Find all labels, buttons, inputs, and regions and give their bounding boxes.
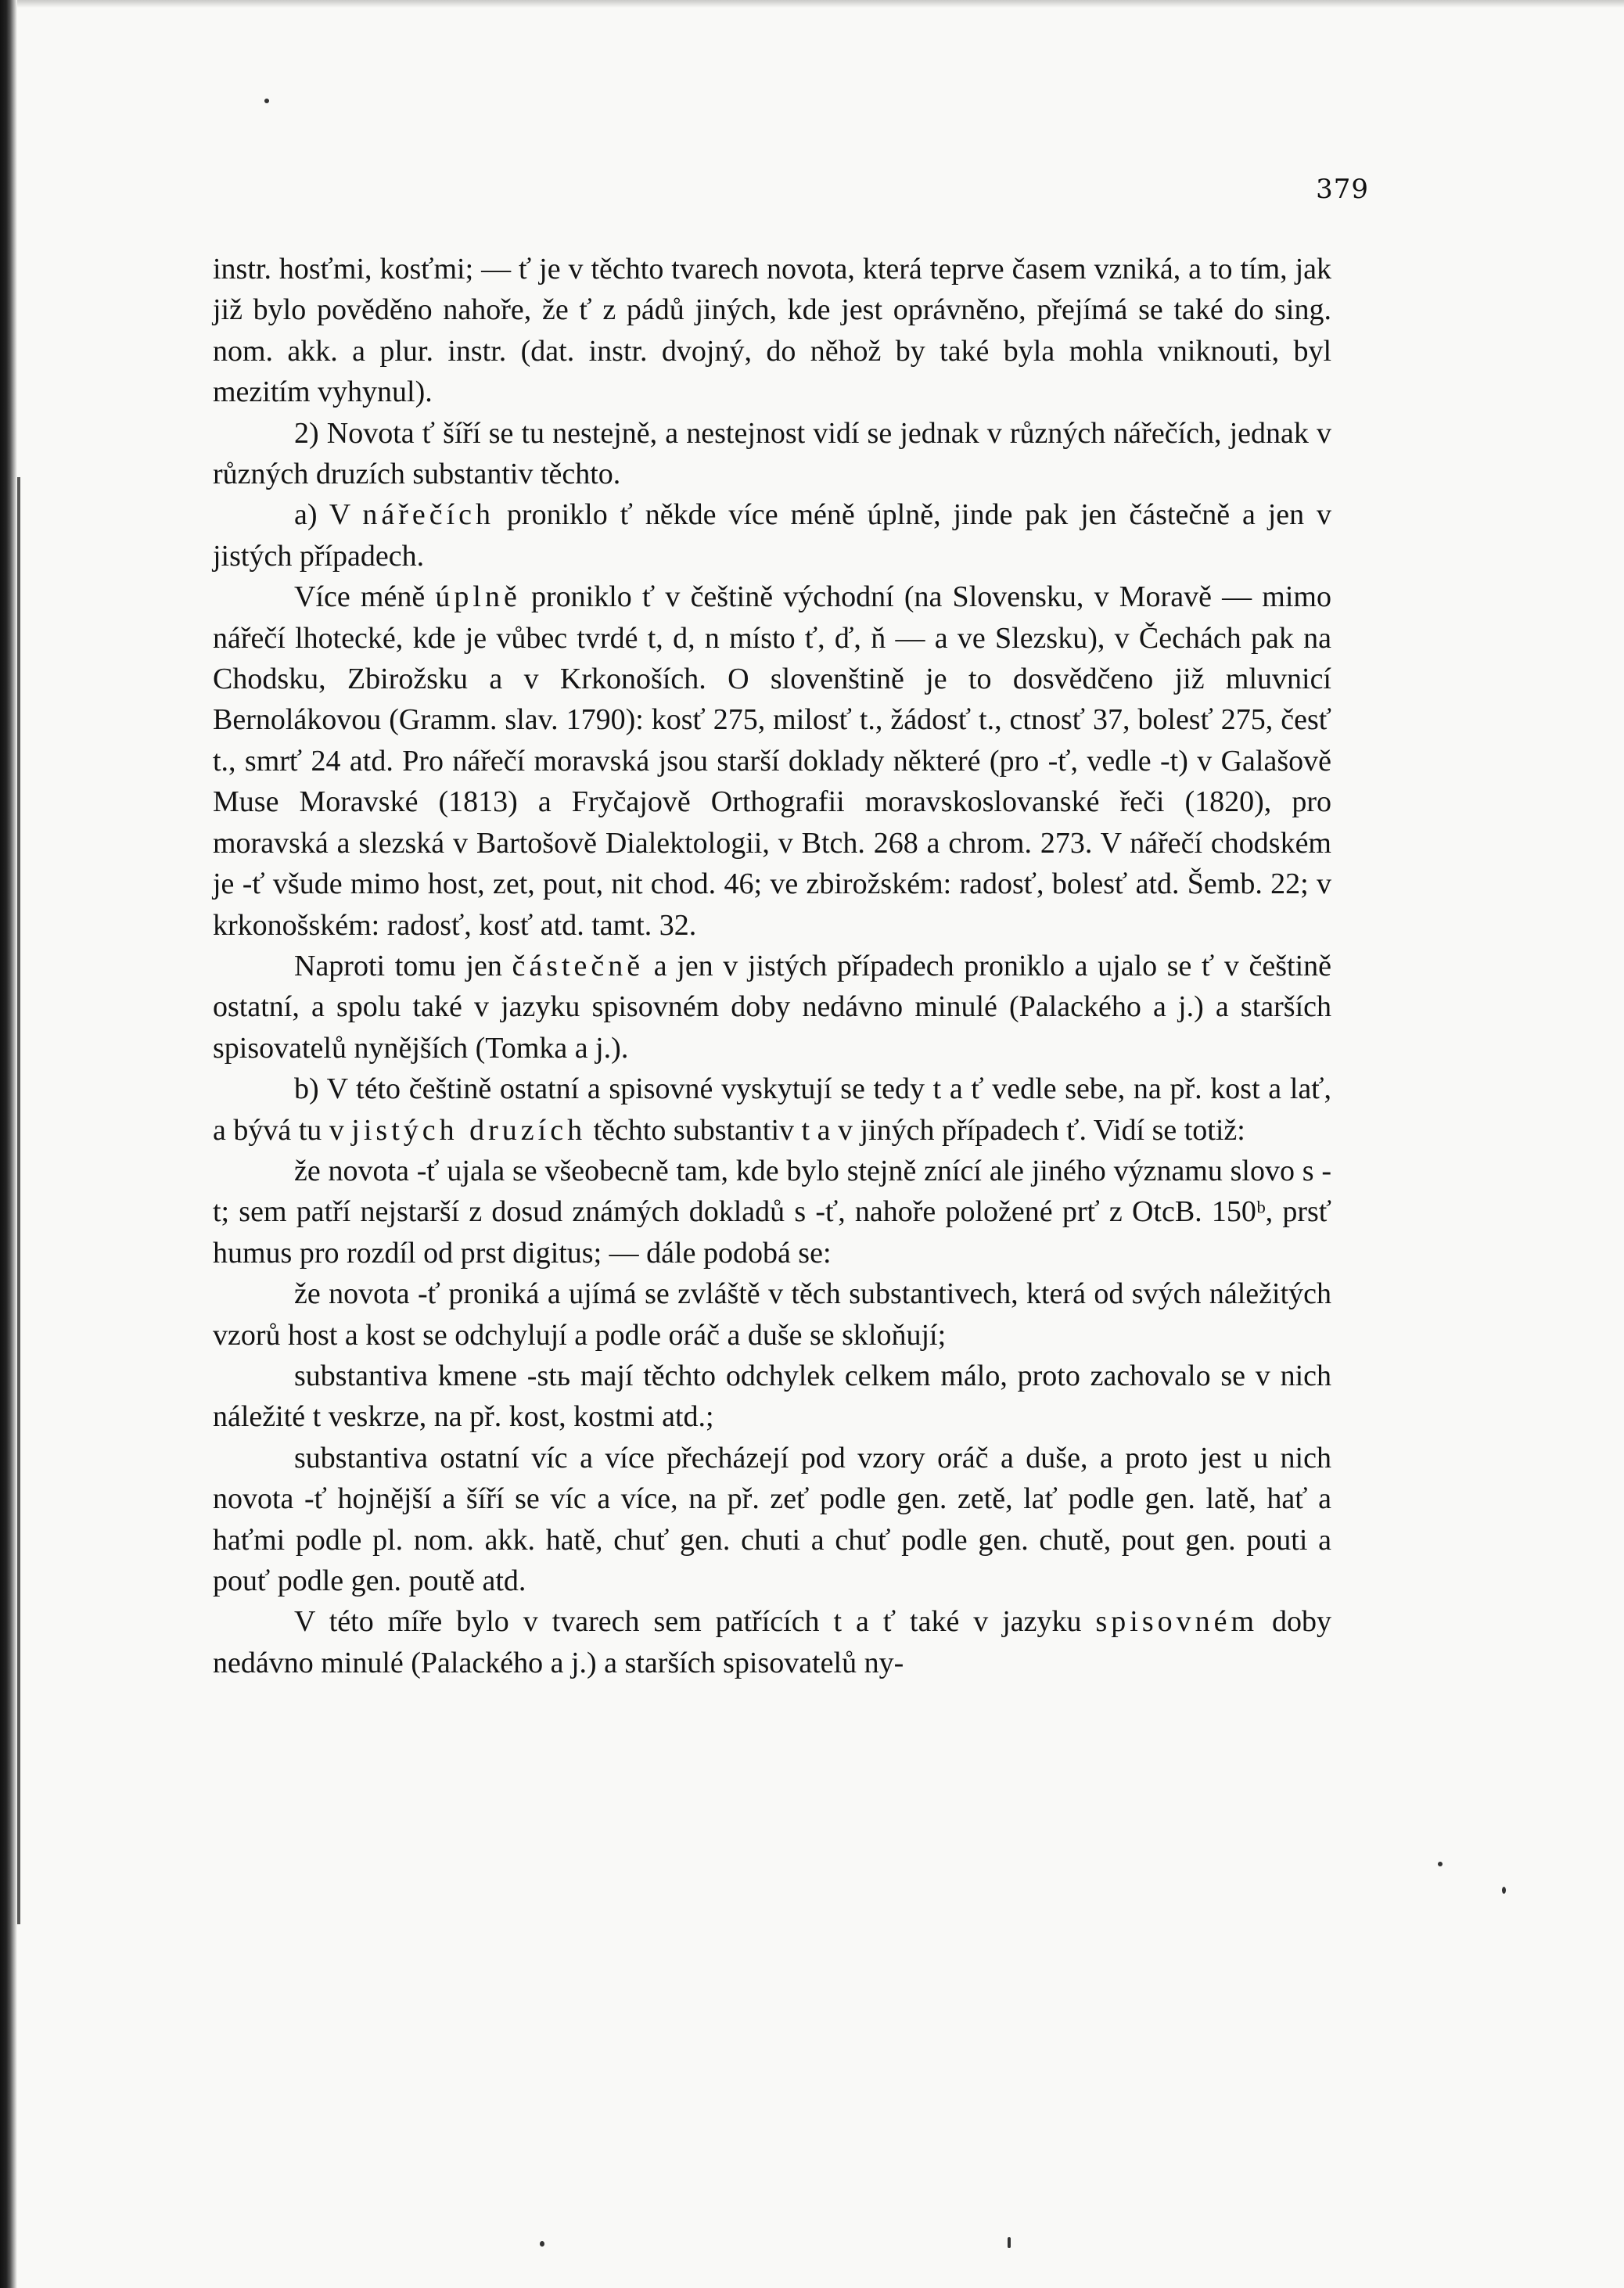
scan-left-binding-shadow	[17, 477, 20, 1924]
emphasis-spaced: jistých druzích	[351, 1113, 587, 1147]
paragraph: b) V této češtině ostatní a spisovné vyskytují se tedy t a ť vedle sebe, na př. kost a lať, a bývá tu v jistých druzích těchto substantiv t a v jiných případech ť. Vidí se totiž:	[213, 1072, 1331, 1147]
paragraph: substantiva ostatní víc a více přecházejí pod vzory oráč a duše, a proto jest u nich novota -ť hojnější a šíří se víc a více, na př. zeť podle gen. zetě, lať podle gen. latě, hať a haťmi podle pl. nom. akk. hatě, chuť gen. chuti a chuť podle gen. chutě, pout gen. pouti a pouť podle gen. poutě atd.	[213, 1441, 1331, 1597]
body-text	[213, 249, 1331, 1683]
scan-speck	[264, 99, 269, 103]
paragraph: instr. hosťmi, kosťmi; — ť je v těchto tvarech novota, která teprve časem vzniká, a to tím, jak již bylo pověděno nahoře, že ť z pádů jiných, kde jest oprávněno, přejímá se také do sing. nom. akk. a plur. instr. (dat. instr. dvojný, do něhož by také byla mohla vniknouti, byl mezitím vyhynul).	[213, 253, 1331, 409]
page-number: 379	[1316, 174, 1369, 205]
paragraph: a) V nářečích proniklo ť někde více méně úplně, jinde pak jen částečně a jen v jistých případech.	[213, 498, 1331, 573]
scan-left-edge	[0, 0, 17, 2288]
scan-top-edge	[17, 0, 1624, 8]
emphasis-spaced: nářečích	[362, 498, 495, 532]
scan-speck	[540, 2241, 544, 2247]
scan-speck	[1008, 2237, 1011, 2248]
emphasis-spaced: spisovném	[1095, 1605, 1259, 1639]
emphasis-spaced: částečně	[512, 949, 645, 982]
paragraph: že novota -ť ujala se všeobecně tam, kde bylo stejně znící ale jiného významu slovo s -t; sem patří nejstarší z dosud známých dokladů s -ť, nahoře položené prť z OtcB. 150ᵇ, prsť humus pro rozdíl od prst digitus; — dále podobá se:	[213, 1154, 1331, 1270]
paragraph: Naproti tomu jen částečně a jen v jistých případech proniklo a ujalo se ť v češtině ostatní, a spolu také v jazyku spisovném doby nedávno minulé (Palackého a j.) a starších spisovatelů nynějších (Tomka a j.).	[213, 949, 1331, 1065]
scan-speck	[1502, 1887, 1506, 1894]
paragraph: že novota -ť proniká a ujímá se zvláště v těch substantivech, která od svých náležitých vzorů host a kost se odchylují a podle oráč a duše se skloňují;	[213, 1277, 1331, 1352]
scan-speck	[1438, 1862, 1443, 1866]
paragraph: substantiva kmene -stь mají těchto odchylek celkem málo, proto zachovalo se v nich náležité t veskrze, na př. kost, kostmi atd.;	[213, 1359, 1331, 1434]
emphasis-spaced: úplně	[435, 580, 521, 614]
paragraph: Více méně úplně proniklo ť v češtině východní (na Slovensku, v Moravě — mimo nářečí lhotecké, kde je vůbec tvrdé t, d, n místo ť, ď, ň — a ve Slezsku), v Čechách pak na Chodsku, Zbirožsku a v Krkonoších. O slovenštině je to dosvědčeno již mluvnicí Bernolákovou (Gramm. slav. 1790): kosť 275, milosť t., žádosť t., ctnosť 37, bolesť 275, česť t., smrť 24 atd. Pro nářečí moravská jsou starší doklady některé (pro -ť, vedle -t) v Galašově Muse Moravské (1813) a Fryčajově Orthografii moravskoslovanské řeči (1820), pro moravská a slezská v Bartošově Dialektologii, v Btch. 268 a chrom. 273. V nářečí chodském je -ť všude mimo host, zet, pout, nit chod. 46; ve zbirožském: radosť, bolesť atd. Šemb. 22; v krkonošském: radosť, kosť atd. tamt. 32.	[213, 580, 1331, 942]
paragraph: 2) Novota ť šíří se tu nestejně, a nestejnost vidí se jednak v různých nářečích, jednak v různých druzích substantiv těchto.	[213, 416, 1331, 491]
paragraph: V této míře bylo v tvarech sem patřících t a ť také v jazyku spisovném doby nedávno minulé (Palackého a j.) a starších spisovatelů ny-	[213, 1605, 1332, 1679]
